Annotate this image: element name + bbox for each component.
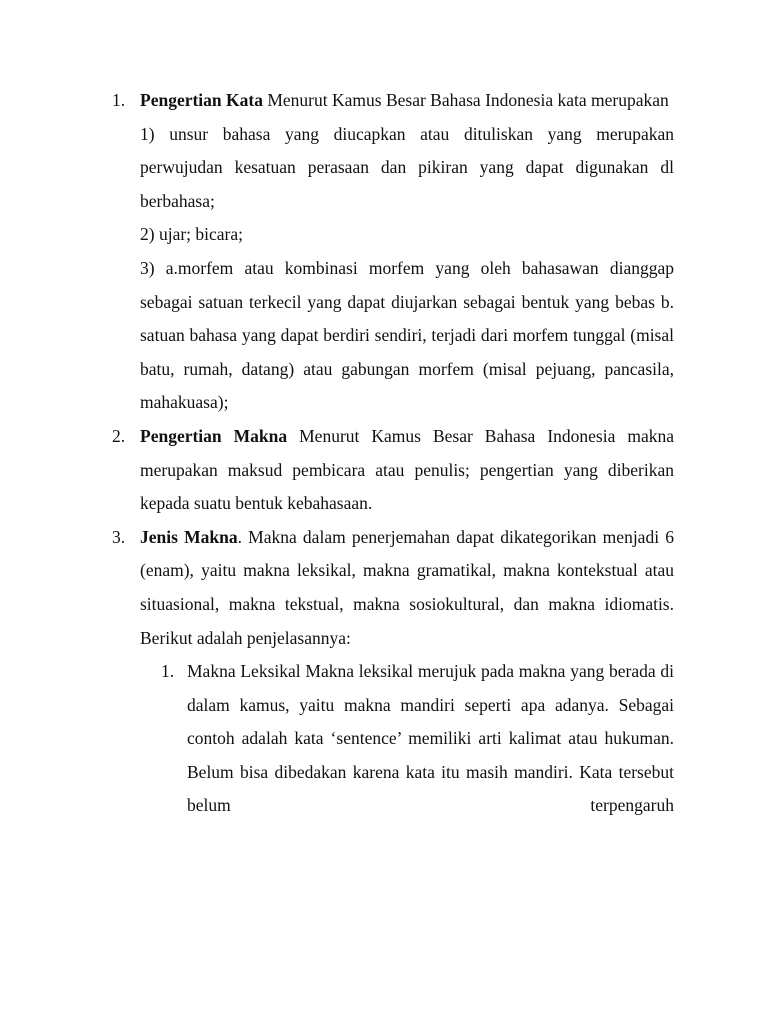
list-number: 3. xyxy=(112,526,126,547)
definition-3: 3) a.morfem atau kombinasi morfem yang oleh bahasawan dianggap sebagai satuan terkecil yang dapat diujarkan sebagai bentuk yang bebas b. satuan bahasa yang dapat berdiri sendiri, terjadi dari morfem tunggal (misal batu, rumah, datang) atau gabungan morfem (misal pejuang, pancasila, mahakuasa); xyxy=(140,257,674,413)
item-title: Pengertian Kata xyxy=(140,90,263,110)
item-text: . Makna dalam penerjemahan dapat dikategorikan menjadi 6 (enam), yaitu makna leksikal, makna gramatikal, makna kontekstual atau situasional, makna tekstual, makna sosiokultural, dan makna idiomatis. Berikut adalah penjelasannya: xyxy=(140,526,674,648)
list-item-pengertian-kata xyxy=(112,84,674,420)
sublist-item-makna-leksikal xyxy=(161,655,674,823)
list-number: 1. xyxy=(112,90,126,110)
item-paragraph xyxy=(140,84,674,118)
item-paragraph xyxy=(140,521,674,655)
item-title: Pengertian Makna xyxy=(140,425,288,446)
list-item-pengertian-makna xyxy=(112,420,674,521)
definition-2: 2) ujar; bicara; xyxy=(140,224,244,245)
list-item-jenis-makna xyxy=(112,521,674,823)
item-text: Menurut Kamus Besar Bahasa Indonesia makna merupakan maksud pembicara atau penulis; pengertian yang diberikan kepada suatu bentuk kebahasaan. xyxy=(140,425,674,514)
document-page xyxy=(0,84,768,823)
item-paragraph xyxy=(140,420,674,521)
list-number: 2. xyxy=(112,425,126,446)
item-intro: Menurut Kamus Besar Bahasa Indonesia kata merupakan xyxy=(262,90,669,110)
item-title: Jenis Makna xyxy=(140,526,238,547)
definition-1: 1) unsur bahasa yang diucapkan atau dituliskan yang merupakan perwujudan kesatuan perasaan dan pikiran yang dapat digunakan dl berbahasa; xyxy=(140,123,674,211)
sublist-paragraph: Makna Leksikal Makna leksikal merujuk pada makna yang berada di dalam kamus, yaitu makna mandiri seperti apa adanya. Sebagai contoh adalah kata ‘sentence’ memiliki arti kalimat atau hukuman. Belum bisa dibedakan karena kata itu masih mandiri. Kata tersebut belum terpengaruh xyxy=(187,661,674,816)
sublist-number: 1. xyxy=(161,661,175,682)
